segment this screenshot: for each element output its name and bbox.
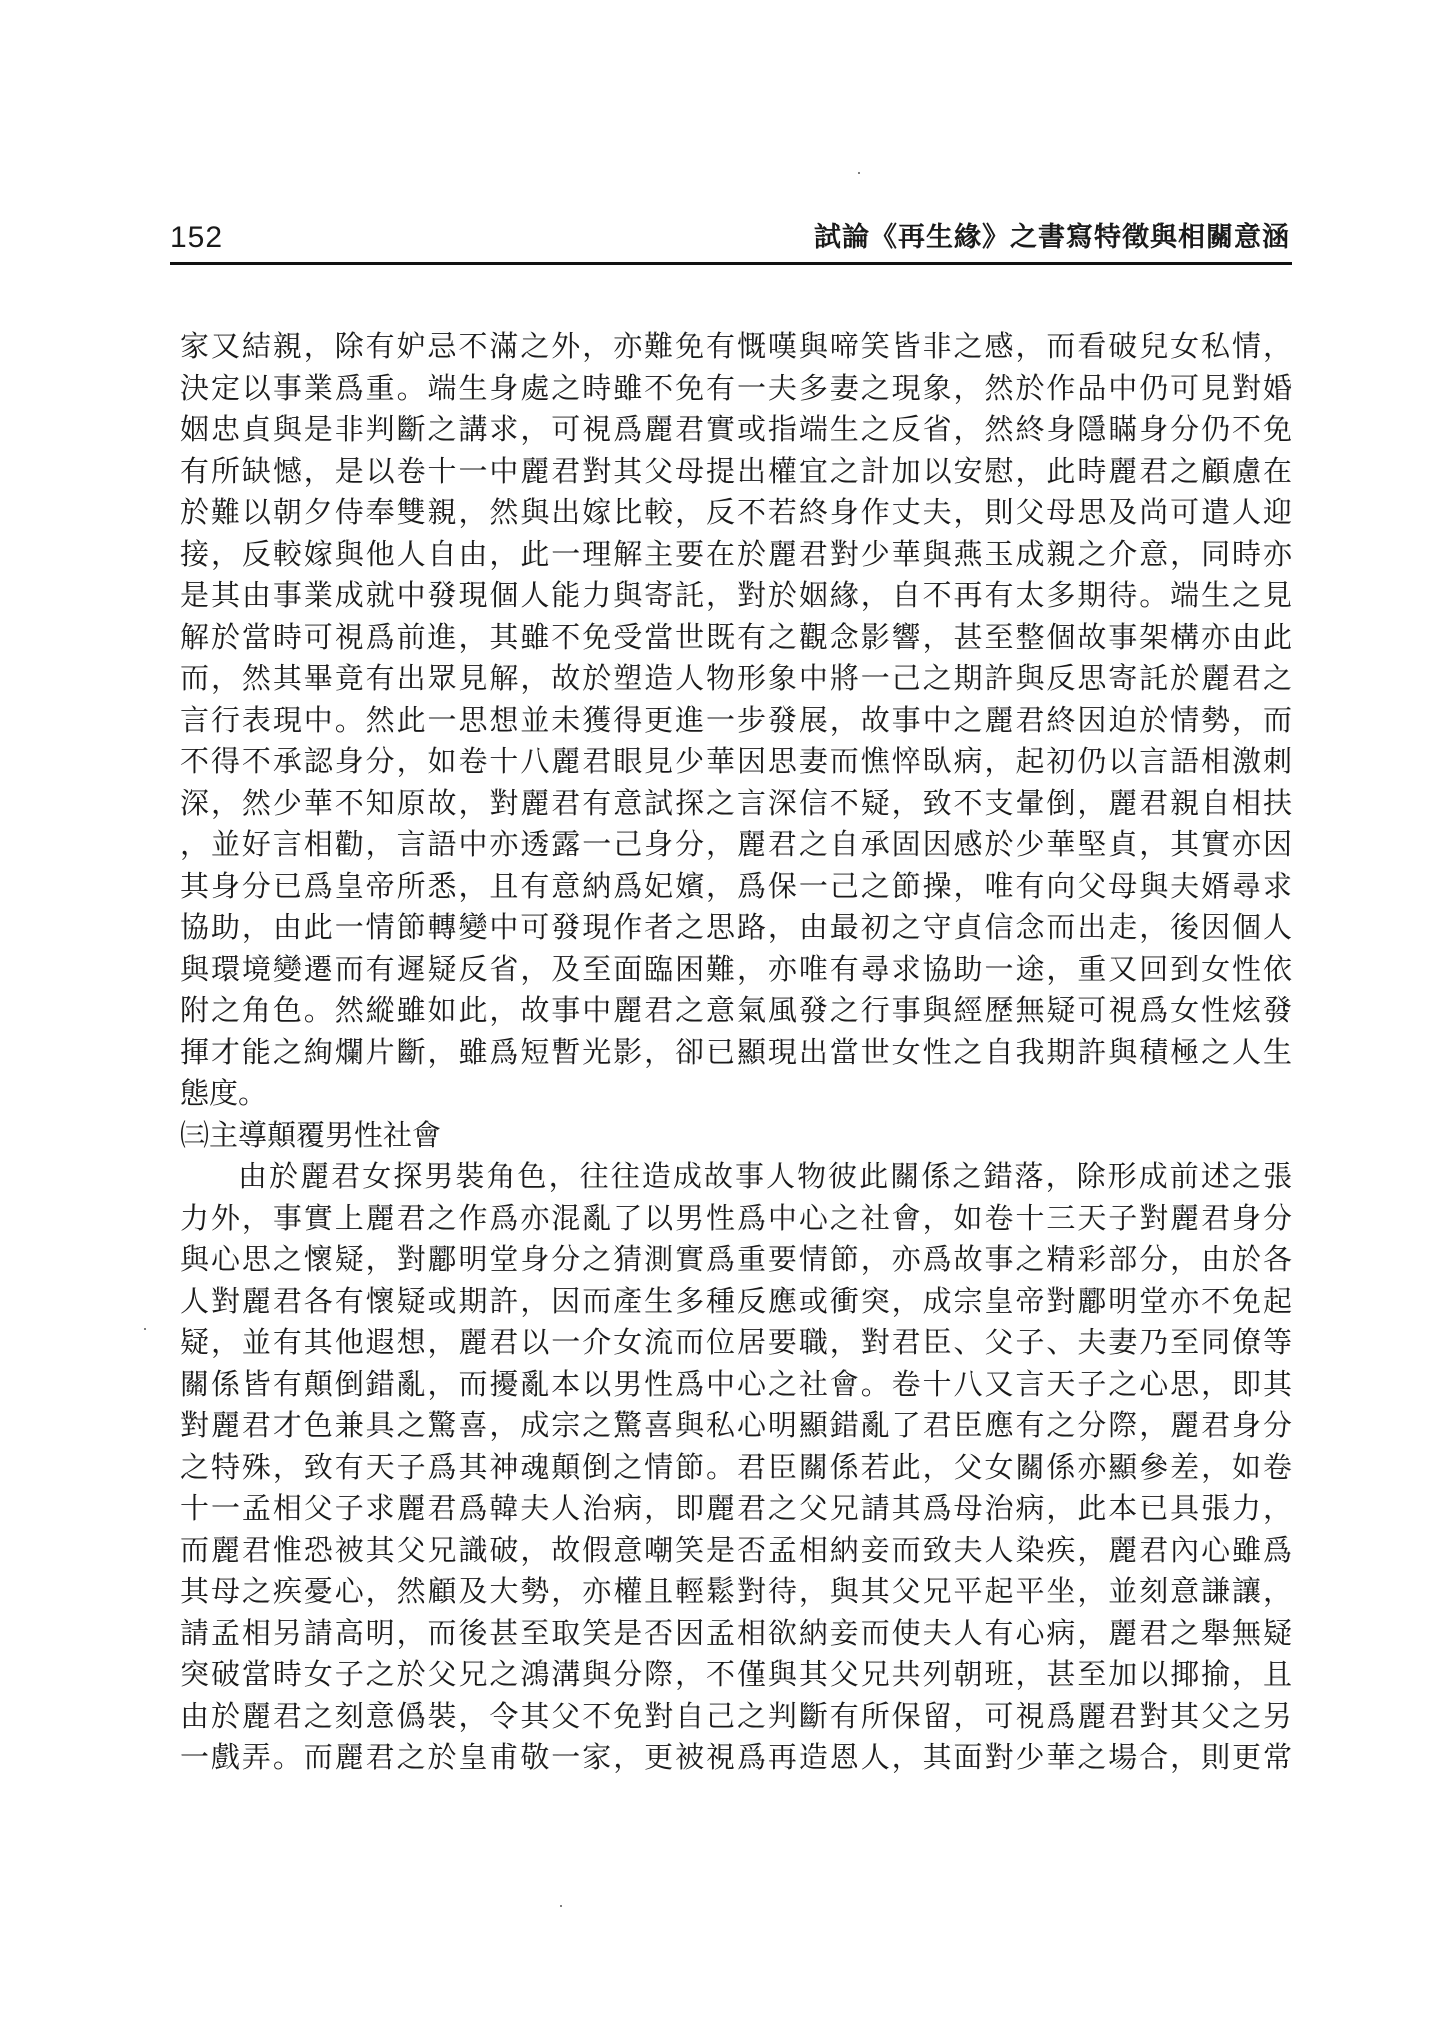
paragraph-1 <box>180 326 1292 1115</box>
text-line: 態度。 <box>180 1076 268 1110</box>
text-line: 力外，事實上麗君之作爲亦混亂了以男性爲中心之社會，如卷十三天子對麗君身分 <box>180 1200 1292 1235</box>
running-title: 試論《再生緣》之書寫特徵與相關意涵 <box>814 222 1290 253</box>
text-line: 其身分已爲皇帝所悉，且有意納爲妃嬪，爲保一己之節操，唯有向父母與夫婿尋求 <box>180 868 1292 903</box>
text-line: 與環境變遷而有遲疑反省，及至面臨困難，亦唯有尋求協助一途，重又回到女性依 <box>180 951 1292 986</box>
text-line: 一戲弄。而麗君之於皇甫敬一家，更被視爲再造恩人，其面對少華之場合，則更常 <box>180 1740 1292 1774</box>
text-line: 人對麗君各有懷疑或期許，因而產生多種反應或衝突，成宗皇帝對酈明堂亦不免起 <box>180 1283 1292 1318</box>
text-line: 而，然其畢竟有出眾見解，故於塑造人物形象中將一己之期許與反思寄託於麗君之 <box>180 661 1292 695</box>
section-heading: ㈢主導顛覆男性社會 <box>180 1117 442 1152</box>
scan-speck <box>858 172 860 174</box>
text-line: 由於麗君之刻意僞裝，令其父不免對自己之判斷有所保留，可視爲麗君對其父之另 <box>180 1698 1292 1733</box>
text-line: 言行表現中。然此一思想並未獲得更進一步發展，故事中之麗君終因迫於情勢，而 <box>180 702 1292 737</box>
text-line: 與心思之懷疑，對酈明堂身分之猜測實爲重要情節，亦爲故事之精彩部分，由於各 <box>180 1242 1292 1276</box>
text-line: ，並好言相勸，言語中亦透露一己身分，麗君之自承固因感於少華堅貞，其實亦因 <box>180 827 1292 861</box>
scan-speck <box>560 1905 562 1907</box>
page-number: 152 <box>170 221 224 254</box>
text-line: 其母之疾憂心，然顧及大勢，亦權且輕鬆對待，與其父兄平起平坐，並刻意謙讓， <box>180 1574 1292 1608</box>
text-line: 之特殊，致有天子爲其神魂顛倒之情節。君臣關係若此，父女關係亦顯參差，如卷 <box>180 1449 1292 1484</box>
text-line: 突破當時女子之於父兄之鴻溝與分際，不僅與其父兄共列朝班，甚至加以揶揄，且 <box>180 1657 1292 1691</box>
text-line: 關係皆有顛倒錯亂，而擾亂本以男性爲中心之社會。卷十八又言天子之心思，即其 <box>180 1366 1292 1401</box>
text-line: 疑，並有其他遐想，麗君以一介女流而位居要職，對君臣、父子、夫妻乃至同僚等 <box>180 1325 1292 1359</box>
text-line: 家又結親，除有妒忌不滿之外，亦難免有慨嘆與啼笑皆非之感，而看破兒女私情， <box>180 329 1292 363</box>
text-line: 有所缺憾，是以卷十一中麗君對其父母提出權宜之計加以安慰，此時麗君之顧慮在 <box>180 453 1292 488</box>
paragraph-2 <box>180 1156 1292 1779</box>
text-line: 決定以事業爲重。端生身處之時雖不免有一夫多妻之現象，然於作品中仍可見對婚 <box>180 370 1292 405</box>
text-line: 深，然少華不知原故，對麗君有意試探之言深信不疑，致不支暈倒，麗君親自相扶 <box>180 785 1292 820</box>
text-line: 請孟相另請高明，而後甚至取笑是否因孟相欲納妾而使夫人有心病，麗君之舉無疑 <box>180 1615 1292 1650</box>
text-line: 協助，由此一情節轉變中可發現作者之思路，由最初之守貞信念而出走，後因個人 <box>180 910 1292 944</box>
text-line: 附之角色。然縱雖如此，故事中麗君之意氣風發之行事與經歷無疑可視爲女性炫發 <box>180 993 1292 1027</box>
text-line: 十一孟相父子求麗君爲韓夫人治病，即麗君之父兄請其爲母治病，此本已具張力， <box>180 1491 1292 1525</box>
text-line: 解於當時可視爲前進，其雖不免受當世既有之觀念影響，甚至整個故事架構亦由此 <box>180 619 1292 654</box>
text-line: 接，反較嫁與他人自由，此一理解主要在於麗君對少華與燕玉成親之介意，同時亦 <box>180 536 1292 571</box>
scan-speck <box>144 1328 146 1330</box>
body-text <box>180 326 1292 1779</box>
text-line: 姻忠貞與是非判斷之講求，可視爲麗君實或指端生之反省，然終身隱瞞身分仍不免 <box>180 412 1292 446</box>
text-line: 不得不承認身分，如卷十八麗君眼見少華因思妻而憔悴臥病，起初仍以言語相激刺 <box>180 744 1292 778</box>
text-line: 是其由事業成就中發現個人能力與寄託，對於姻緣，自不再有太多期待。端生之見 <box>180 578 1292 612</box>
header-rule <box>170 262 1292 265</box>
text-line: 而麗君惟恐被其父兄識破，故假意嘲笑是否孟相納妾而致夫人染疾，麗君內心雖爲 <box>180 1532 1292 1567</box>
page-header <box>170 218 1290 260</box>
text-line: 由於麗君女探男裝角色，往往造成故事人物彼此關係之錯落，除形成前述之張 <box>238 1159 1292 1193</box>
text-line: 揮才能之絢爛片斷，雖爲短暫光影，卻已顯現出當世女性之自我期許與積極之人生 <box>180 1034 1292 1069</box>
text-line: 於難以朝夕侍奉雙親，然與出嫁比較，反不若終身作丈夫，則父母思及尚可遣人迎 <box>180 495 1292 529</box>
text-line: 對麗君才色兼具之驚喜，成宗之驚喜與私心明顯錯亂了君臣應有之分際，麗君身分 <box>180 1408 1292 1442</box>
